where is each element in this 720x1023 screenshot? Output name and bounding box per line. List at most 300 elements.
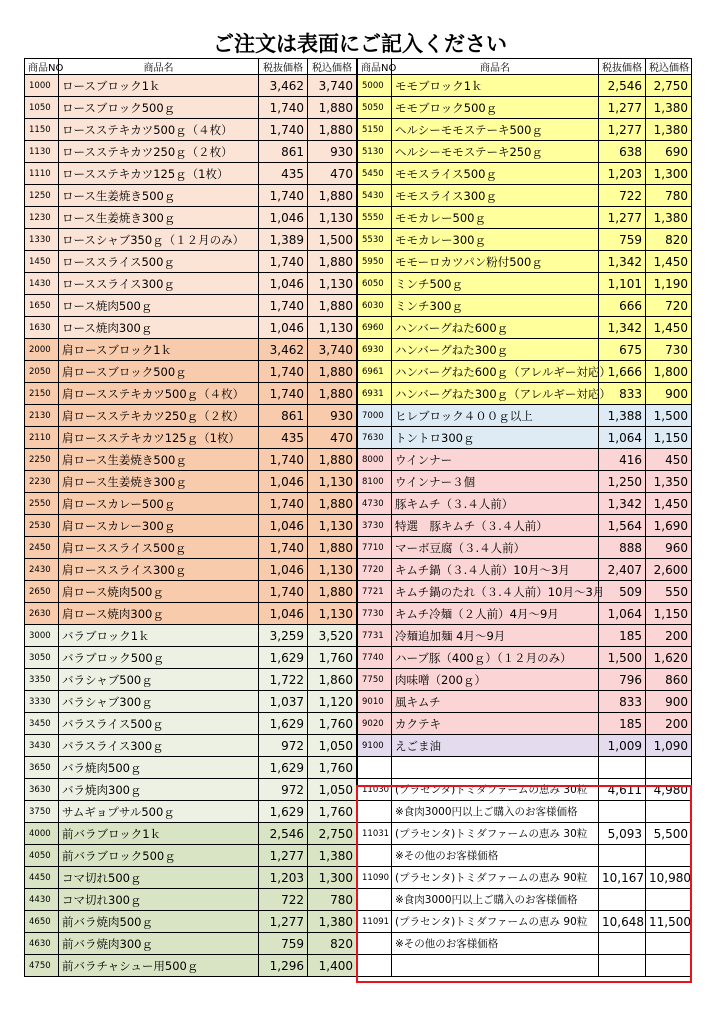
table-row [358,339,692,361]
price-excl-tax-cell: 1,740 [259,97,308,119]
table-row [25,559,357,581]
price-excl-tax-cell: 972 [259,735,308,757]
price-incl-tax-cell: 720 [646,295,692,317]
product-name-cell: バラシャブ500ｇ [59,669,259,691]
product-name-cell: 豚キムチ（３.４人前） [392,493,599,515]
table-row [25,603,357,625]
price-incl-tax-cell: 1,800 [646,361,692,383]
price-incl-tax-cell: 1,380 [308,911,357,933]
product-no-cell: 3050 [25,647,59,669]
product-name-cell: 肩ロース生姜焼き500ｇ [59,449,259,471]
product-no-cell: 6960 [358,317,392,339]
price-excl-tax-cell: 3,462 [259,339,308,361]
product-no-cell: 3650 [25,757,59,779]
price-incl-tax-cell: 1,130 [308,317,357,339]
table-row [358,449,692,471]
price-incl-tax-cell: 1,880 [308,383,357,405]
table-row [25,427,357,449]
table-row [25,801,357,823]
product-name-cell: ロース生姜焼き300ｇ [59,207,259,229]
product-no-cell: 1630 [25,317,59,339]
price-incl-tax-cell: 1,120 [308,691,357,713]
price-incl-tax-cell: 4,980 [646,779,692,801]
table-row [358,669,692,691]
table-row [358,207,692,229]
product-name-cell: 肩ロースブロック500ｇ [59,361,259,383]
price-excl-tax-cell: 861 [259,141,308,163]
product-name-cell: 肩ロース生姜焼き300ｇ [59,471,259,493]
product-no-cell: 2110 [25,427,59,449]
product-no-cell: 3000 [25,625,59,647]
price-incl-tax-cell: 10,980 [646,867,692,889]
header-product-no: 商品NO [358,59,392,75]
product-no-cell: 2550 [25,493,59,515]
product-no-cell: 5450 [358,163,392,185]
product-no-cell: 9020 [358,713,392,735]
price-incl-tax-cell: 1,860 [308,669,357,691]
product-name-cell: トントロ300ｇ [392,427,599,449]
product-no-cell: 7720 [358,559,392,581]
product-no-cell: 6930 [358,339,392,361]
product-no-cell: 2630 [25,603,59,625]
price-incl-tax-cell: 1,380 [646,207,692,229]
product-name-cell: えごま油 [392,735,599,757]
product-no-cell [358,889,392,911]
price-excl-tax-cell: 1,740 [259,581,308,603]
price-incl-tax-cell: 1,450 [646,317,692,339]
table-row [25,163,357,185]
table-row [358,141,692,163]
price-excl-tax-cell [599,955,646,977]
price-incl-tax-cell: 1,190 [646,273,692,295]
price-incl-tax-cell [646,845,692,867]
product-no-cell: 2250 [25,449,59,471]
price-excl-tax-cell: 10,167 [599,867,646,889]
product-name-cell: ハンバーグねた300ｇ（アレルギー対応） [392,383,599,405]
product-no-cell [358,757,392,779]
product-no-cell: 1450 [25,251,59,273]
price-incl-tax-cell [646,757,692,779]
price-excl-tax-cell: 1,203 [259,867,308,889]
price-excl-tax-cell [599,801,646,823]
price-excl-tax-cell: 833 [599,691,646,713]
table-row [25,669,357,691]
table-row [358,779,692,801]
product-no-cell: 3730 [358,515,392,537]
product-no-cell: 5150 [358,119,392,141]
header-product-name: 商品名 [392,59,599,75]
price-excl-tax-cell: 888 [599,537,646,559]
product-name-cell: ミンチ300ｇ [392,295,599,317]
product-name-cell: バラブロック500ｇ [59,647,259,669]
table-row [25,845,357,867]
product-no-cell [358,845,392,867]
table-row [25,339,357,361]
product-name-cell: 前バラブロック1ｋ [59,823,259,845]
price-excl-tax-cell: 1,722 [259,669,308,691]
price-excl-tax-cell: 666 [599,295,646,317]
product-no-cell [358,801,392,823]
price-excl-tax-cell: 4,611 [599,779,646,801]
product-name-cell: ロースステキカツ125ｇ（1枚） [59,163,259,185]
table-header-row [25,59,357,75]
table-row [25,185,357,207]
price-incl-tax-cell: 470 [308,427,357,449]
product-no-cell: 6961 [358,361,392,383]
product-name-cell: キムチ冷麺（２人前）4月～9月 [392,603,599,625]
product-no-cell: 5530 [358,229,392,251]
product-name-cell: モモカレー500ｇ [392,207,599,229]
table-row [25,97,357,119]
price-table-left [24,58,357,977]
price-excl-tax-cell: 759 [599,229,646,251]
price-incl-tax-cell [646,889,692,911]
price-excl-tax-cell: 3,259 [259,625,308,647]
price-excl-tax-cell [599,845,646,867]
product-name-cell: ロースシャブ350ｇ（１２月のみ） [59,229,259,251]
product-name-cell: ヘルシーモモステーキ250ｇ [392,141,599,163]
price-excl-tax-cell: 1,740 [259,449,308,471]
table-row [358,647,692,669]
price-incl-tax-cell: 1,380 [646,119,692,141]
price-excl-tax-cell: 1,037 [259,691,308,713]
product-no-cell: 2530 [25,515,59,537]
product-no-cell: 1130 [25,141,59,163]
product-name-cell: ロースブロック500ｇ [59,97,259,119]
price-excl-tax-cell [599,933,646,955]
price-excl-tax-cell: 1,500 [599,647,646,669]
price-incl-tax-cell: 1,400 [308,955,357,977]
price-excl-tax-cell [599,889,646,911]
product-no-cell: 4000 [25,823,59,845]
price-incl-tax-cell: 1,130 [308,559,357,581]
table-row [25,119,357,141]
table-row [25,867,357,889]
table-row [358,911,692,933]
product-no-cell: 6931 [358,383,392,405]
price-incl-tax-cell: 1,130 [308,471,357,493]
price-excl-tax-cell: 1,296 [259,955,308,977]
price-excl-tax-cell: 759 [259,933,308,955]
price-incl-tax-cell: 2,750 [308,823,357,845]
table-row [358,867,692,889]
price-incl-tax-cell: 3,520 [308,625,357,647]
price-incl-tax-cell: 780 [308,889,357,911]
table-row [25,251,357,273]
product-name-cell: ミンチ500ｇ [392,273,599,295]
price-incl-tax-cell: 1,760 [308,713,357,735]
price-incl-tax-cell: 960 [646,537,692,559]
price-excl-tax-cell: 1,342 [599,493,646,515]
product-name-cell: 前バラ焼肉500ｇ [59,911,259,933]
product-name-cell: 肩ロースステキカツ250ｇ（２枚） [59,405,259,427]
price-excl-tax-cell: 3,462 [259,75,308,97]
price-excl-tax-cell: 1,740 [259,251,308,273]
product-name-cell: 前バラチャシュー用500ｇ [59,955,259,977]
product-no-cell: 11090 [358,867,392,889]
product-no-cell: 1430 [25,273,59,295]
table-row [358,75,692,97]
price-excl-tax-cell: 416 [599,449,646,471]
table-row [25,383,357,405]
price-excl-tax-cell: 1,564 [599,515,646,537]
table-row [358,581,692,603]
table-row [358,317,692,339]
product-name-cell: 特選 豚キムチ（３.４人前） [392,515,599,537]
price-excl-tax-cell: 1,101 [599,273,646,295]
product-name-cell: 肩ロースブロック1ｋ [59,339,259,361]
product-no-cell: 5550 [358,207,392,229]
table-row [25,449,357,471]
product-no-cell: 4630 [25,933,59,955]
price-incl-tax-cell: 1,760 [308,757,357,779]
price-incl-tax-cell: 1,690 [646,515,692,537]
table-row [25,933,357,955]
product-name-cell: ローススライス500ｇ [59,251,259,273]
product-name-cell: コマ切れ300ｇ [59,889,259,911]
product-no-cell: 2150 [25,383,59,405]
product-no-cell: 7731 [358,625,392,647]
product-no-cell: 8000 [358,449,392,471]
product-name-cell: 肩ロースステキカツ125ｇ（1枚） [59,427,259,449]
table-row [25,779,357,801]
product-name-cell: ※その他のお客様価格 [392,933,599,955]
product-no-cell: 3450 [25,713,59,735]
price-excl-tax-cell: 1,046 [259,559,308,581]
price-excl-tax-cell: 1,740 [259,361,308,383]
header-price-incl-tax: 税込価格 [308,59,357,75]
product-name-cell: モモスライス300ｇ [392,185,599,207]
product-name-cell: ロース焼肉500ｇ [59,295,259,317]
product-name-cell: 前バラ焼肉300ｇ [59,933,259,955]
table-row [358,955,692,977]
product-name-cell: (プラセンタ)トミダファームの恵み 90粒 [392,911,599,933]
product-name-cell: カクテキ [392,713,599,735]
price-incl-tax-cell: 1,880 [308,581,357,603]
table-row [25,581,357,603]
product-name-cell: ロースステキカツ500ｇ（４枚） [59,119,259,141]
table-row [25,471,357,493]
product-name-cell: キムチ鍋のたれ（３.４人前）10月～3月 [392,581,599,603]
product-name-cell: ウインナー３個 [392,471,599,493]
table-row [25,317,357,339]
price-excl-tax-cell: 1,740 [259,185,308,207]
product-name-cell: ロースブロック1ｋ [59,75,259,97]
price-incl-tax-cell: 930 [308,141,357,163]
price-incl-tax-cell [646,801,692,823]
product-no-cell: 2000 [25,339,59,361]
table-row [25,889,357,911]
table-row [25,735,357,757]
price-incl-tax-cell [646,955,692,977]
product-no-cell: 1050 [25,97,59,119]
table-row [25,295,357,317]
product-name-cell: ローススライス300ｇ [59,273,259,295]
price-incl-tax-cell: 1,880 [308,361,357,383]
product-name-cell: モモブロック1ｋ [392,75,599,97]
price-incl-tax-cell: 200 [646,713,692,735]
price-excl-tax-cell: 972 [259,779,308,801]
product-name-cell: 肩ローススライス300ｇ [59,559,259,581]
price-incl-tax-cell: 1,880 [308,493,357,515]
price-excl-tax-cell: 5,093 [599,823,646,845]
product-no-cell: 3630 [25,779,59,801]
table-row [358,625,692,647]
product-no-cell: 6030 [358,295,392,317]
price-excl-tax-cell: 722 [599,185,646,207]
table-row [25,75,357,97]
price-incl-tax-cell: 1,880 [308,185,357,207]
price-incl-tax-cell: 1,880 [308,119,357,141]
product-name-cell: ヒレブロック４００ｇ以上 [392,405,599,427]
table-row [358,471,692,493]
table-row [25,493,357,515]
table-row [25,405,357,427]
price-excl-tax-cell: 435 [259,163,308,185]
price-incl-tax-cell: 930 [308,405,357,427]
product-no-cell: 5130 [358,141,392,163]
table-row [358,801,692,823]
product-name-cell: ※その他のお客様価格 [392,845,599,867]
header-product-name: 商品名 [59,59,259,75]
table-row [358,229,692,251]
price-excl-tax-cell: 185 [599,713,646,735]
price-excl-tax-cell: 2,407 [599,559,646,581]
price-excl-tax-cell: 1,342 [599,251,646,273]
price-table-right [357,58,692,977]
price-excl-tax-cell: 1,203 [599,163,646,185]
product-no-cell: 1110 [25,163,59,185]
price-excl-tax-cell: 1,740 [259,537,308,559]
price-excl-tax-cell: 1,388 [599,405,646,427]
price-incl-tax-cell: 1,380 [308,845,357,867]
price-incl-tax-cell: 2,750 [646,75,692,97]
price-excl-tax-cell: 1,064 [599,603,646,625]
price-incl-tax-cell: 1,300 [308,867,357,889]
product-name-cell: ロースステキカツ250ｇ（２枚） [59,141,259,163]
table-row [25,537,357,559]
price-incl-tax-cell: 1,760 [308,801,357,823]
product-name-cell: 肩ロースカレー300ｇ [59,515,259,537]
price-excl-tax-cell: 2,546 [599,75,646,97]
table-row [358,603,692,625]
price-excl-tax-cell: 1,277 [259,911,308,933]
price-excl-tax-cell: 861 [259,405,308,427]
table-row [358,163,692,185]
price-incl-tax-cell: 900 [646,383,692,405]
price-excl-tax-cell: 509 [599,581,646,603]
table-row [358,691,692,713]
product-name-cell: バラ焼肉500ｇ [59,757,259,779]
table-row [25,625,357,647]
product-name-cell: バラブロック1ｋ [59,625,259,647]
product-name-cell: 肩ローススライス500ｇ [59,537,259,559]
product-no-cell: 11031 [358,823,392,845]
product-no-cell: 8100 [358,471,392,493]
price-incl-tax-cell: 860 [646,669,692,691]
product-name-cell: (プラセンタ)トミダファームの恵み 30粒 [392,779,599,801]
price-excl-tax-cell: 1,740 [259,493,308,515]
header-product-no: 商品NO [25,59,59,75]
product-no-cell: 3330 [25,691,59,713]
product-no-cell: 2130 [25,405,59,427]
product-name-cell [392,955,599,977]
product-no-cell: 1000 [25,75,59,97]
price-excl-tax-cell: 185 [599,625,646,647]
price-incl-tax-cell: 1,130 [308,207,357,229]
product-no-cell: 3350 [25,669,59,691]
price-incl-tax-cell: 820 [308,933,357,955]
price-incl-tax-cell: 550 [646,581,692,603]
price-incl-tax-cell: 1,880 [308,251,357,273]
product-no-cell: 2450 [25,537,59,559]
price-incl-tax-cell: 11,500 [646,911,692,933]
price-excl-tax-cell: 10,648 [599,911,646,933]
price-incl-tax-cell: 1,090 [646,735,692,757]
price-excl-tax-cell: 1,629 [259,801,308,823]
price-excl-tax-cell: 1,009 [599,735,646,757]
table-row [358,493,692,515]
price-excl-tax-cell: 1,046 [259,317,308,339]
price-excl-tax-cell: 1,740 [259,383,308,405]
product-no-cell: 1250 [25,185,59,207]
price-incl-tax-cell: 690 [646,141,692,163]
product-no-cell: 9100 [358,735,392,757]
product-no-cell: 7721 [358,581,392,603]
table-row [25,361,357,383]
product-no-cell: 4050 [25,845,59,867]
price-incl-tax-cell: 3,740 [308,339,357,361]
table-row [358,933,692,955]
table-row [25,647,357,669]
product-name-cell: 肩ロースステキカツ500ｇ（４枚） [59,383,259,405]
table-row [358,757,692,779]
product-name-cell: ハンバーグねた600ｇ [392,317,599,339]
table-row [358,823,692,845]
price-incl-tax-cell: 3,740 [308,75,357,97]
table-row [25,713,357,735]
price-incl-tax-cell: 1,880 [308,537,357,559]
product-name-cell: (プラセンタ)トミダファームの恵み 90粒 [392,867,599,889]
product-no-cell: 6050 [358,273,392,295]
product-name-cell: 肉味噌（200ｇ） [392,669,599,691]
price-incl-tax-cell: 1,050 [308,735,357,757]
price-incl-tax-cell: 200 [646,625,692,647]
product-no-cell: 4730 [358,493,392,515]
table-row [25,229,357,251]
price-excl-tax-cell: 1,046 [259,273,308,295]
price-incl-tax-cell: 1,500 [308,229,357,251]
product-no-cell: 2230 [25,471,59,493]
table-header-row [358,59,692,75]
product-no-cell: 1150 [25,119,59,141]
product-name-cell: ウインナー [392,449,599,471]
product-no-cell: 7630 [358,427,392,449]
product-name-cell: 風キムチ [392,691,599,713]
price-excl-tax-cell: 1,629 [259,757,308,779]
table-row [25,273,357,295]
price-excl-tax-cell: 1,277 [599,97,646,119]
table-row [25,141,357,163]
price-excl-tax-cell [599,757,646,779]
product-no-cell: 5000 [358,75,392,97]
product-no-cell: 7740 [358,647,392,669]
product-name-cell: バラスライス500ｇ [59,713,259,735]
price-excl-tax-cell: 675 [599,339,646,361]
header-price-incl-tax: 税込価格 [646,59,692,75]
table-row [358,251,692,273]
table-row [25,911,357,933]
